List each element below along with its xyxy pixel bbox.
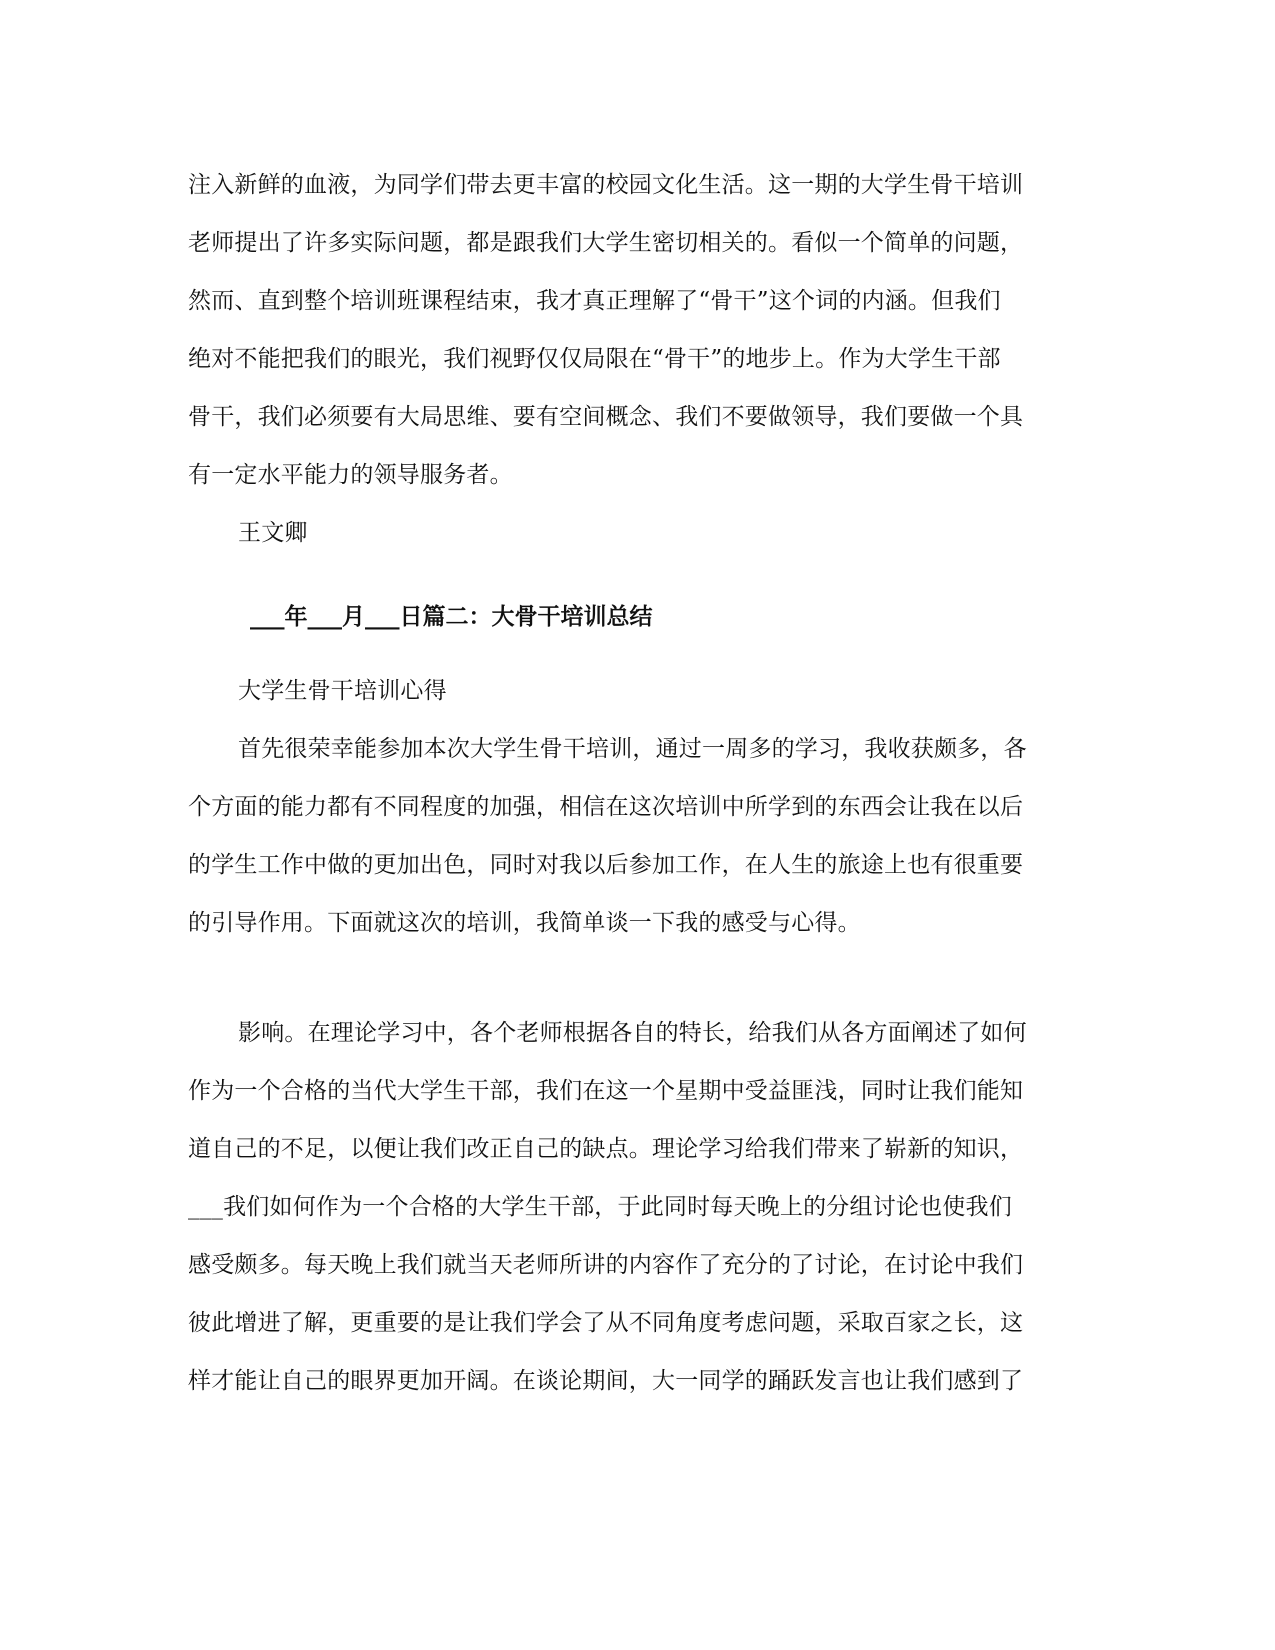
paragraph-3-line: 彼此增进了解，更重要的是让我们学会了从不同角度考虑问题，采取百家之长，这	[188, 1310, 1024, 1336]
paragraph-3-line: ___我们如何作为一个合格的大学生干部，于此同时每天晚上的分组讨论也使我们	[188, 1194, 1012, 1220]
paragraph-3-line: 影响。在理论学习中，各个老师根据各自的特长，给我们从各方面阐述了如何	[238, 1020, 1027, 1046]
paragraph-3-line: 作为一个合格的当代大学生干部，我们在这一个星期中受益匪浅，同时让我们能知	[188, 1078, 1024, 1104]
paragraph-3-line: 样才能让自己的眼界更加开阔。在谈论期间，大一同学的踊跃发言也让我们感到了	[188, 1368, 1024, 1394]
paragraph-1-line: 注入新鲜的血液，为同学们带去更丰富的校园文化生活。这一期的大学生骨干培训	[188, 172, 1024, 198]
paragraph-2-line: 首先很荣幸能参加本次大学生骨干培训，通过一周多的学习，我收获颇多，各	[238, 736, 1027, 762]
paragraph-3-line: 感受颇多。每天晚上我们就当天老师所讲的内容作了充分的了讨论，在讨论中我们	[188, 1252, 1024, 1278]
paragraph-2-line: 的引导作用。下面就这次的培训，我简单谈一下我的感受与心得。	[188, 910, 861, 936]
subtitle: 大学生骨干培训心得	[238, 678, 447, 704]
paragraph-2-line: 的学生工作中做的更加出色，同时对我以后参加工作，在人生的旅途上也有很重要	[188, 852, 1024, 878]
paragraph-1-line: 绝对不能把我们的眼光，我们视野仅仅局限在“骨干”的地步上。作为大学生干部	[188, 346, 1001, 372]
section-heading: ___年___月___日篇二：大骨干培训总结	[250, 604, 653, 630]
paragraph-1-line: 然而、直到整个培训班课程结束，我才真正理解了“骨干”这个词的内涵。但我们	[188, 288, 1001, 314]
paragraph-3-line: 道自己的不足，以便让我们改正自己的缺点。理论学习给我们带来了崭新的知识，	[188, 1136, 1024, 1162]
paragraph-1-line: 有一定水平能力的领导服务者。	[188, 462, 513, 488]
paragraph-1-line: 老师提出了许多实际问题，都是跟我们大学生密切相关的。看似一个简单的问题，	[188, 230, 1024, 256]
signature: 王文卿	[238, 520, 308, 546]
paragraph-1-line: 骨干，我们必须要有大局思维、要有空间概念、我们不要做领导，我们要做一个具	[188, 404, 1024, 430]
paragraph-2-line: 个方面的能力都有不同程度的加强，相信在这次培训中所学到的东西会让我在以后	[188, 794, 1024, 820]
